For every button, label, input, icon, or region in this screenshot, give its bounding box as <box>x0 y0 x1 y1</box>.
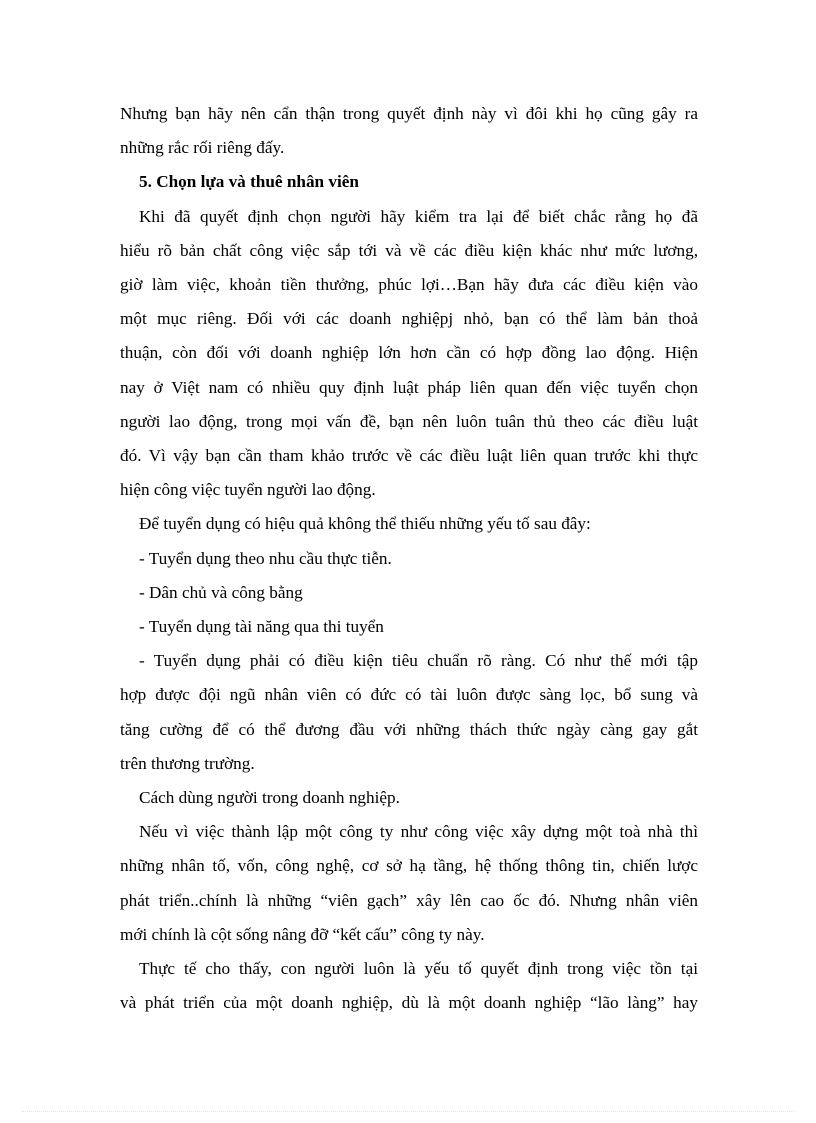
list-item: - Tuyển dụng phải có điều kiện tiêu chuẩn rõ ràng. Có như thế mới tập <box>139 651 698 671</box>
text-line: và phát triển của một doanh nghiệp, dù là một doanh nghiệp “lão làng” hay <box>120 993 698 1013</box>
text-line: những rắc rối riêng đấy. <box>120 138 285 158</box>
text-line: Nhưng bạn hãy nên cẩn thận trong quyết định này vì đôi khi họ cũng gây ra <box>120 104 698 123</box>
text-line: Cách dùng người trong doanh nghiệp. <box>139 788 400 808</box>
text-line: Nếu vì việc thành lập một công ty như công việc xây dựng một toà nhà thì <box>139 822 698 842</box>
text-line: giờ làm việc, khoản tiền thưởng, phúc lợi…Bạn hãy đưa các điều kiện vào <box>120 275 698 295</box>
text-line: thuận, còn đối với doanh nghiệp lớn hơn cần có hợp đồng lao động. Hiện <box>120 343 698 363</box>
text-line: Khi đã quyết định chọn người hãy kiểm tra lại để biết chắc rằng họ đã <box>139 206 698 226</box>
text-line: hiểu rõ bản chất công việc sắp tới và về các điều kiện khác như mức lương, <box>120 240 698 260</box>
page-bottom-divider <box>22 1111 794 1112</box>
text-line: mới chính là cột sống nâng đỡ “kết cấu” công ty này. <box>120 924 485 944</box>
text-line: một mục riêng. Đối với các doanh nghiệpj nhỏ, bạn có thể làm bản thoả <box>120 309 698 329</box>
text-line: hợp được đội ngũ nhân viên có đức có tài luôn được sàng lọc, bổ sung và <box>120 685 698 705</box>
list-item: - Tuyển dụng tài năng qua thi tuyển <box>139 617 384 637</box>
text-line: hiện công việc tuyển người lao động. <box>120 480 376 500</box>
text-line: người lao động, trong mọi vấn đề, bạn nên luôn tuân thủ theo các điều luật <box>120 411 698 431</box>
list-item: - Dân chủ và công bằng <box>139 582 303 602</box>
text-line: phát triển..chính là những “viên gạch” xây lên cao ốc đó. Nhưng nhân viên <box>120 890 698 910</box>
body-text <box>120 97 698 1020</box>
section-heading: 5. Chọn lựa và thuê nhân viên <box>139 172 359 192</box>
text-line: trên thương trường. <box>120 753 255 773</box>
text-line: Thực tế cho thấy, con người luôn là yếu tố quyết định trong việc tồn tại <box>139 959 698 979</box>
text-line: đó. Vì vậy bạn cần tham khảo trước về các điều luật liên quan trước khi thực <box>120 446 698 466</box>
text-line: những nhân tố, vốn, công nghệ, cơ sở hạ tầng, hệ thống thông tin, chiến lược <box>120 856 698 876</box>
text-line: tăng cường để có thể đương đầu với những thách thức ngày càng gay gắt <box>120 719 698 739</box>
list-item: - Tuyển dụng theo nhu cầu thực tiễn. <box>139 548 392 568</box>
text-line: nay ở Việt nam có nhiều quy định luật pháp liên quan đến việc tuyển chọn <box>120 377 698 397</box>
text-line: Để tuyển dụng có hiệu quả không thể thiếu những yếu tố sau đây: <box>139 514 591 534</box>
